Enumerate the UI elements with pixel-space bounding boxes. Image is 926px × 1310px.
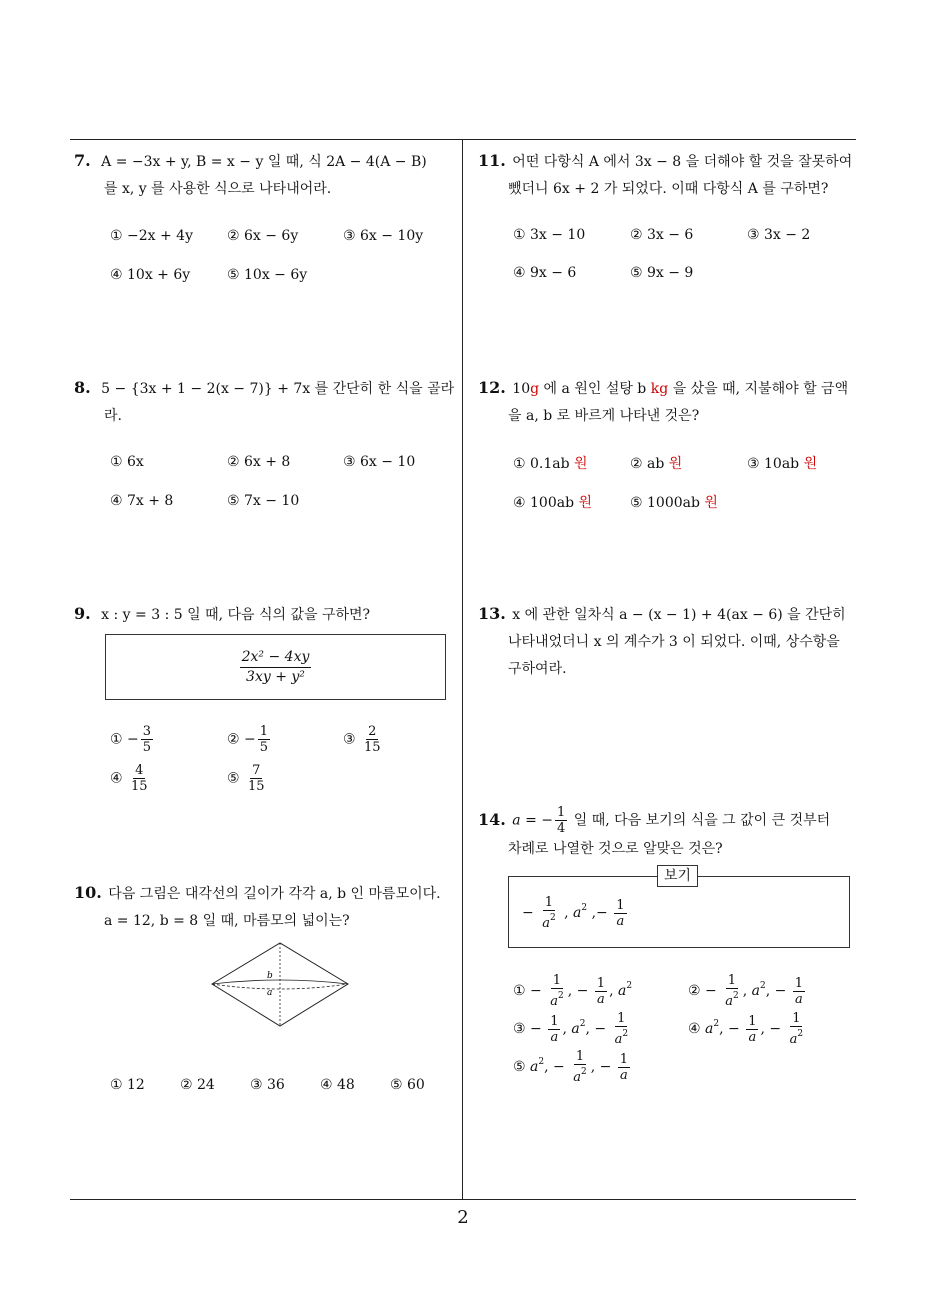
question-14 xyxy=(478,805,863,863)
fraction-numerator: 2 xyxy=(368,724,377,739)
choice-4[interactable]: ④ 9x − 6 xyxy=(513,265,577,281)
rhombus-figure xyxy=(205,938,355,1030)
choice-1[interactable] xyxy=(513,453,588,473)
choice-5[interactable] xyxy=(630,492,718,512)
choice-mark: ② xyxy=(227,731,240,748)
question-11 xyxy=(478,147,863,203)
question-number: 10. xyxy=(74,883,102,902)
question-7 xyxy=(74,147,459,203)
choice-3[interactable] xyxy=(747,453,817,473)
fraction-numerator: 1 xyxy=(259,724,269,739)
choice-3[interactable]: ③ 36 xyxy=(250,1077,285,1093)
choice-2[interactable]: ② 24 xyxy=(180,1077,215,1093)
unit-won: 원 xyxy=(803,456,818,472)
amount-value: 10 xyxy=(512,381,531,397)
question-text-line2: 라. xyxy=(104,408,122,424)
choice-2[interactable]: ② 6x + 8 xyxy=(227,454,291,470)
choice-sign: − xyxy=(244,731,256,748)
question-number: 8. xyxy=(74,378,91,397)
question-text-line2: a = 12, b = 8 일 때, 마름모의 넓이는? xyxy=(104,913,350,929)
unit-won: 원 xyxy=(704,495,718,511)
fraction-numerator: 7 xyxy=(252,763,261,778)
choice-1[interactable]: ① −2x + 4y xyxy=(110,228,193,244)
choice-5[interactable]: ⑤ 9x − 9 xyxy=(630,265,694,281)
question-12 xyxy=(478,374,863,430)
choice-5[interactable] xyxy=(227,763,269,794)
unit-won: 원 xyxy=(668,456,683,472)
fraction-numerator: 4 xyxy=(135,763,144,778)
choice-2[interactable] xyxy=(630,453,682,473)
question-text-line1: 5 − {3x + 1 − 2(x − 7)} + 7x 를 간단히 한 식을 골라 xyxy=(101,381,455,397)
question-text-line1: x : y = 3 : 5 일 때, 다음 식의 값을 구하면? xyxy=(101,607,371,623)
choice-4[interactable] xyxy=(513,492,592,512)
choice-2[interactable]: ② 3x − 6 xyxy=(630,227,694,243)
example-expressions: − $\frac{1}{a^2}$ , $a^2$ ,− $\frac{1}{a}$ xyxy=(522,895,625,931)
unit-kilogram: kg xyxy=(650,381,669,397)
question-number: 9. xyxy=(74,604,91,623)
question-number: 11. xyxy=(478,151,506,170)
fraction-denominator: 3xy + y² xyxy=(246,668,305,685)
unit-won: 원 xyxy=(578,495,593,511)
fraction-denominator: 15 xyxy=(131,779,148,794)
choice-5[interactable]: ⑤ 7x − 10 xyxy=(227,493,300,509)
bottom-rule xyxy=(70,1199,856,1200)
choice-3[interactable]: ③ 6x − 10y xyxy=(343,228,424,244)
choice-2[interactable] xyxy=(227,724,272,755)
choice-mark: ① xyxy=(110,731,123,748)
question-number: 12. xyxy=(478,378,506,397)
choice-text: ③ 10ab xyxy=(747,456,800,472)
question-text-line2: 를 x, y 를 사용한 식으로 나타내어라. xyxy=(104,181,332,197)
choice-3[interactable] xyxy=(343,724,385,755)
diagonal-a-label: a xyxy=(267,988,273,998)
choice-4[interactable]: ④ 7x + 8 xyxy=(110,493,174,509)
question-text-line1: A = −3x + y, B = x − y 일 때, 식 2A − 4(A − B) xyxy=(101,154,427,170)
question-text-line1: 일 때, 다음 보기의 식을 그 값이 큰 것부터 xyxy=(573,812,831,829)
question-text-mid1: 에 a 원인 설탕 b xyxy=(539,381,651,397)
choice-1[interactable]: ① − $\frac{1}{a^2}$ , − $\frac{1}{a}$ , $a^2$ xyxy=(513,973,633,1009)
unit-won: 원 xyxy=(574,456,588,472)
question-text-line2: 차례로 나열한 것으로 알맞은 것은? xyxy=(508,841,723,857)
given-value-prefix: a = − xyxy=(512,812,554,829)
choice-text: ⑤ 1000ab xyxy=(630,495,700,511)
choice-1[interactable]: ① 3x − 10 xyxy=(513,227,586,243)
fraction-denominator: 4 xyxy=(557,821,566,836)
given-fraction xyxy=(555,805,567,836)
example-box-title: 보기 xyxy=(657,865,698,887)
choice-text: ① 0.1ab xyxy=(513,456,570,472)
choice-mark: ④ xyxy=(110,770,123,787)
question-8 xyxy=(74,374,459,430)
choice-2[interactable]: ② 6x − 6y xyxy=(227,228,299,244)
fraction-denominator: 15 xyxy=(248,779,265,794)
choice-3[interactable]: ③ 6x − 10 xyxy=(343,454,416,470)
question-number: 14. xyxy=(478,809,506,829)
choice-3[interactable]: ③ 3x − 2 xyxy=(747,227,811,243)
choice-4[interactable]: ④ $a^2$, − $\frac{1}{a}$ , − $\frac{1}{a^2}$ xyxy=(688,1011,804,1047)
choice-1[interactable]: ① 12 xyxy=(110,1077,145,1093)
page-number: 2 xyxy=(457,1207,469,1228)
question-text-line1: x 에 관한 일차식 a − (x − 1) + 4(ax − 6) 을 간단히 xyxy=(512,607,846,623)
question-text-line1: 어떤 다항식 A 에서 3x − 8 을 더해야 할 것을 잘못하여 xyxy=(512,154,853,170)
diagonal-b-label: b xyxy=(267,971,273,981)
fraction-numerator: 1 xyxy=(557,805,566,820)
choice-text: ④ 100ab xyxy=(513,495,575,511)
choice-5[interactable]: ⑤ $a^2$, − $\frac{1}{a^2}$ , − $\frac{1}{a}$ xyxy=(513,1049,629,1085)
choice-mark: ③ xyxy=(343,731,356,748)
choice-1[interactable] xyxy=(110,724,155,755)
question-13 xyxy=(478,600,863,683)
choice-sign: − xyxy=(127,731,139,748)
choice-5[interactable]: ⑤ 10x − 6y xyxy=(227,267,308,283)
question-9 xyxy=(74,600,459,629)
choice-text: ② ab xyxy=(630,456,665,472)
question-10 xyxy=(74,879,459,935)
question-text-line3: 구하여라. xyxy=(508,661,567,677)
question-text-line1: 다음 그림은 대각선의 길이가 각각 a, b 인 마름모이다. xyxy=(108,886,441,902)
choice-3[interactable]: ③ − $\frac{1}{a}$ , $a^2$, − $\frac{1}{a^2}$ xyxy=(513,1011,629,1047)
fraction-numerator: 3 xyxy=(142,724,152,739)
question-text-mid2: 을 샀을 때, 지불해야 할 금액 xyxy=(668,381,849,397)
choice-mark: ⑤ xyxy=(227,770,240,787)
choice-5[interactable]: ⑤ 60 xyxy=(390,1077,425,1093)
question-text-line2: 나타내었더니 x 의 계수가 3 이 되었다. 이때, 상수항을 xyxy=(508,634,840,650)
question-text-line2: 을 a, b 로 바르게 나타낸 것은? xyxy=(508,408,700,424)
unit-gram: g xyxy=(530,381,540,397)
expression-fraction xyxy=(240,648,312,687)
fraction-denominator: 15 xyxy=(364,740,381,755)
question-number: 13. xyxy=(478,604,506,623)
choice-4[interactable]: ④ 10x + 6y xyxy=(110,267,191,283)
top-rule xyxy=(70,139,856,140)
column-divider xyxy=(462,139,463,1200)
fraction-numerator: 2x² − 4xy xyxy=(240,648,312,668)
choice-4[interactable]: ④ 48 xyxy=(320,1077,355,1093)
fraction-denominator: 5 xyxy=(259,740,269,755)
expression-box xyxy=(105,634,446,700)
question-number: 7. xyxy=(74,151,91,170)
choice-2[interactable]: ② − $\frac{1}{a^2}$ , $a^2$, − $\frac{1}{a}$ xyxy=(688,973,804,1009)
choice-1[interactable]: ① 6x xyxy=(110,454,144,470)
choice-4[interactable] xyxy=(110,763,152,794)
fraction-denominator: 5 xyxy=(142,740,152,755)
question-text-line2: 뺐더니 6x + 2 가 되었다. 이때 다항식 A 를 구하면? xyxy=(508,181,829,197)
